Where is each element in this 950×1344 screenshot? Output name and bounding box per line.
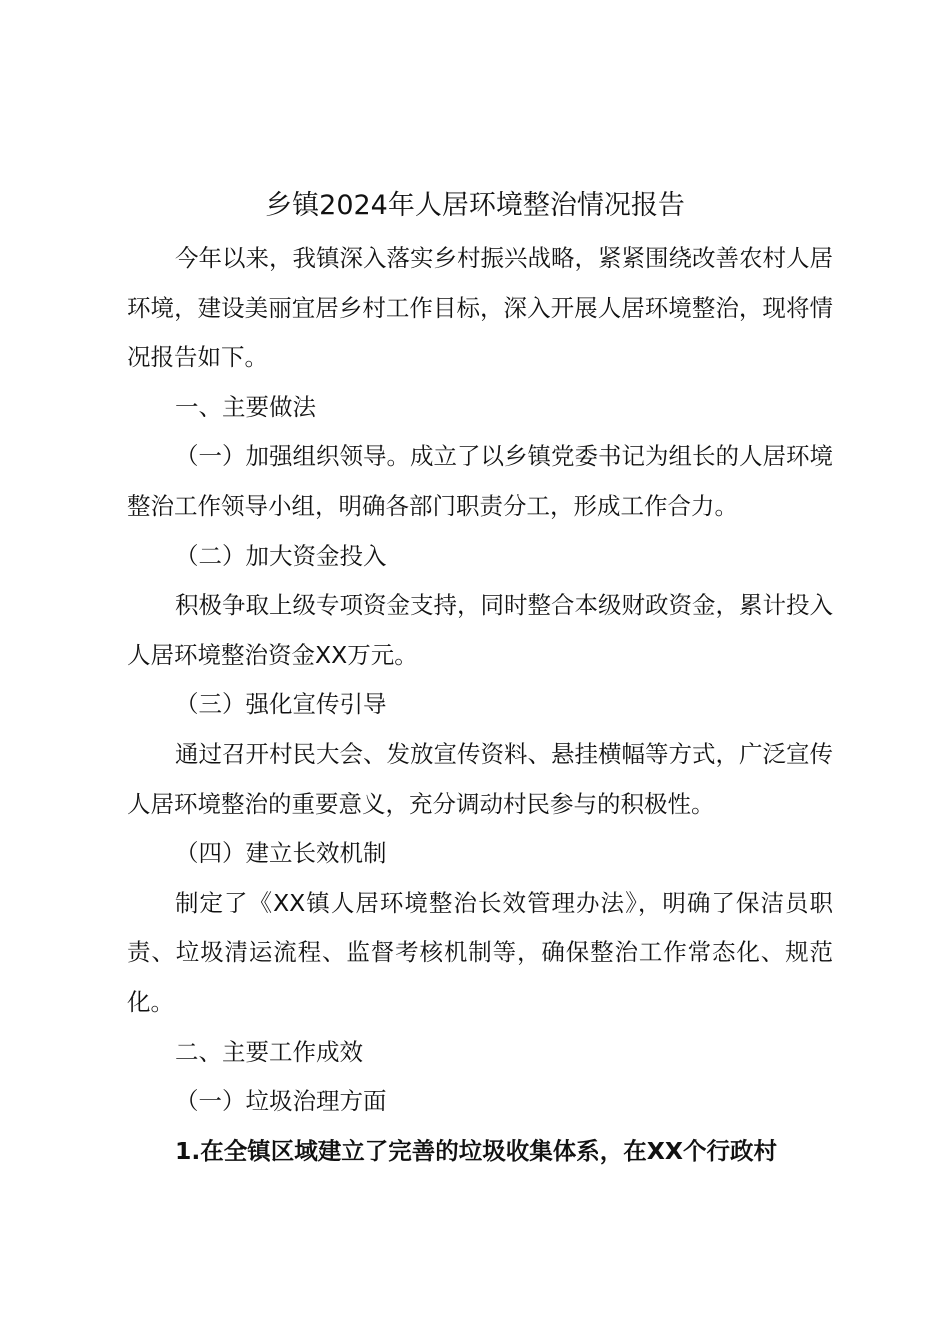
subheading-long-term-mechanism: （四）建立长效机制 bbox=[175, 839, 387, 868]
section-heading-main-practices: 一、主要做法 bbox=[175, 392, 316, 421]
subheading-publicity: （三）强化宣传引导 bbox=[175, 690, 387, 719]
paragraph-organization-leadership: （一）加强组织领导。成立了以乡镇党委书记为组长的人居环境整治工作领导小组，明确各部门职责分工，形成工作合力。 bbox=[127, 442, 833, 520]
paragraph-long-term-mechanism: 制定了《XX镇人居环境整治长效管理办法》，明确了保洁员职责、垃圾清运流程、监督考核机制等，确保整治工作常态化、规范化。 bbox=[127, 888, 833, 1016]
subheading-funding: （二）加大资金投入 bbox=[175, 541, 387, 570]
intro-paragraph: 今年以来，我镇深入落实乡村振兴战略，紧紧围绕改善农村人居环境，建设美丽宜居乡村工作目标，深入开展人居环境整治，现将情况报告如下。 bbox=[127, 244, 833, 372]
subheading-garbage-governance: （一）垃圾治理方面 bbox=[175, 1087, 387, 1116]
paragraph-funding: 积极争取上级专项资金支持，同时整合本级财政资金，累计投入人居环境整治资金XX万元。 bbox=[127, 591, 833, 669]
section-heading-results: 二、主要工作成效 bbox=[175, 1037, 363, 1066]
document-title: 乡镇2024年人居环境整治情况报告 bbox=[265, 190, 685, 221]
document-body bbox=[127, 234, 833, 1176]
paragraph-garbage-system: 1.在全镇区域建立了完善的垃圾收集体系，在XX个行政村 bbox=[175, 1136, 778, 1165]
paragraph-publicity: 通过召开村民大会、发放宣传资料、悬挂横幅等方式，广泛宣传人居环境整治的重要意义，充分调动村民参与的积极性。 bbox=[127, 739, 833, 818]
